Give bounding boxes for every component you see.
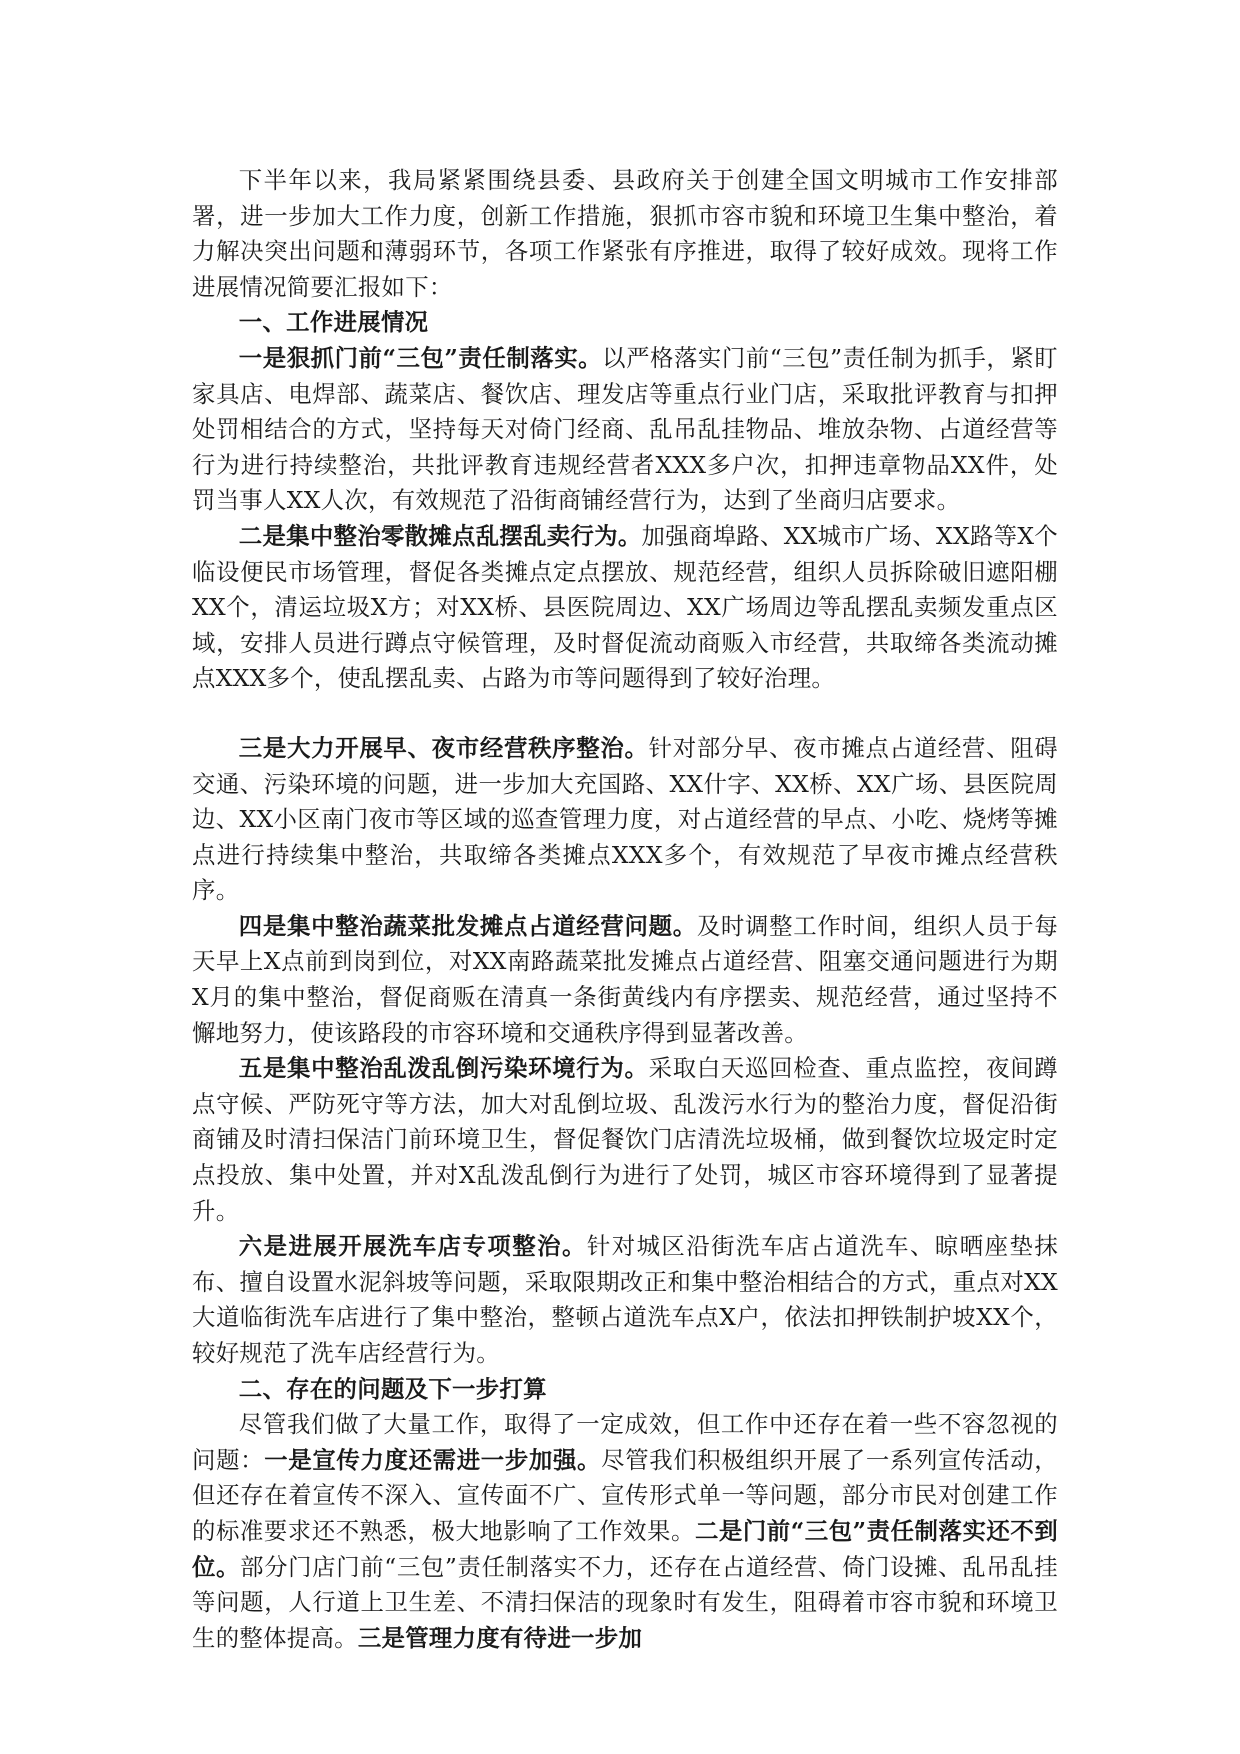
item-lead: 五是集中整治乱泼乱倒污染环境行为。: [238, 1054, 649, 1083]
intro-paragraph: [192, 163, 1058, 305]
work-item-paragraph: [192, 731, 1058, 909]
work-item-paragraph: [192, 519, 1058, 697]
heading-text: 二、存在的问题及下一步打算: [238, 1374, 547, 1403]
section-heading-progress: [192, 305, 1058, 341]
paragraph-text: 及时调整工作时间，组织人员于每天早上X点前到岗到位，对XX南路蔬菜批发摊点占道经营、阻塞交通问题进行为期X月的集中整治，督促商贩在清真一条街黄线内有序摆卖、规范经营，通过坚持不懈地努力，使该路段的市容环境和交通秩序得到显著改善。: [192, 911, 1059, 1047]
work-item-paragraph: [192, 1229, 1058, 1371]
item-lead: 一是狠抓门前“三包”责任制落实。: [238, 343, 603, 372]
problem-lead: 一是宣传力度还需进一步加强。: [264, 1445, 602, 1474]
item-lead: 二是集中整治零散摊点乱摆乱卖行为。: [238, 521, 642, 550]
work-item-paragraph: [192, 909, 1058, 1051]
work-item-paragraph: [192, 1051, 1058, 1229]
item-lead: 三是大力开展早、夜市经营秩序整治。: [238, 733, 649, 762]
problems-paragraph: [192, 1407, 1058, 1656]
paragraph-text: 尽管我们积极组织开展了一系列宣传活动，但还存在着宣传不深入、宣传面不广、宣传形式单一等问题，部分市民对创建工作的标准要求还不熟悉，极大地影响了工作效果。: [192, 1445, 1058, 1545]
problem-lead: 二是门前“三包”责任制落实还不到位。: [192, 1516, 1058, 1581]
paragraph-text: 下半年以来，我局紧紧围绕县委、县政府关于创建全国文明城市工作安排部署，进一步加大工作力度，创新工作措施，狠抓市容市貌和环境卫生集中整治，着力解决突出问题和薄弱环节，各项工作紧张有序推进，取得了较好成效。现将工作进展情况简要汇报如下：: [192, 166, 1058, 301]
paragraph-text: 以严格落实门前“三包”责任制为抓手，紧盯家具店、电焊部、蔬菜店、餐饮店、理发店等重点行业门店，采取批评教育与扣押处罚相结合的方式，坚持每天对倚门经商、乱吊乱挂物品、堆放杂物、占道经营等行为进行持续整治，共批评教育违规经营者XXX多户次，扣押违章物品XX件，处罚当事人XX人次，有效规范了沿街商铺经营行为，达到了坐商归店要求。: [192, 343, 1058, 515]
work-item-paragraph: [192, 341, 1058, 519]
section-heading-problems: [192, 1372, 1058, 1408]
paragraph-text: 针对部分早、夜市摊点占道经营、阻碍交通、污染环境的问题，进一步加大充国路、XX什字、XX桥、XX广场、县医院周边、XX小区南门夜市等区域的巡查管理力度，对占道经营的早点、小吃、烧烤等摊点进行持续集中整治，共取缔各类摊点XXX多个，有效规范了早夜市摊点经营秩序。: [192, 733, 1058, 905]
document-page: [192, 163, 1058, 1656]
paragraph-text: 加强商埠路、XX城市广场、XX路等X个临设便民市场管理，督促各类摊点定点摆放、规范经营，组织人员拆除破旧遮阳棚XX个，清运垃圾X方；对XX桥、县医院周边、XX广场周边等乱摆乱卖频发重点区域，安排人员进行蹲点守候管理，及时督促流动商贩入市经营，共取缔各类流动摊点XXX多个，使乱摆乱卖、占路为市等问题得到了较好治理。: [192, 521, 1058, 693]
paragraph-text: 针对城区沿街洗车店占道洗车、晾晒座垫抹布、擅自设置水泥斜坡等问题，采取限期改正和集中整治相结合的方式，重点对XX大道临街洗车店进行了集中整治，整顿占道洗车点X户，依法扣押铁制护坡XX个，较好规范了洗车店经营行为。: [192, 1232, 1059, 1367]
heading-text: 一、工作进展情况: [238, 308, 429, 337]
item-lead: 六是进展开展洗车店专项整治。: [238, 1232, 587, 1261]
item-lead: 四是集中整治蔬菜批发摊点占道经营问题。: [238, 911, 697, 940]
paragraph-text: 尽管我们做了大量工作，取得了一定成效，但工作中还存在着一些不容忽视的问题：: [192, 1410, 1058, 1474]
paragraph-text: 采取白天巡回检查、重点监控，夜间蹲点守候、严防死守等方法，加大对乱倒垃圾、乱泼污水行为的整治力度，督促沿街商铺及时清扫保洁门前环境卫生，督促餐饮门店清洗垃圾桶，做到餐饮垃圾定时定点投放、集中处置，并对X乱泼乱倒行为进行了处罚，城区市容环境得到了显著提升。: [192, 1054, 1058, 1225]
paragraph-text: 部分门店门前“三包”责任制落实不力，还存在占道经营、倚门设摊、乱吊乱挂等问题，人行道上卫生差、不清扫保洁的现象时有发生，阻碍着市容市貌和环境卫生的整体提高。: [192, 1552, 1058, 1652]
problem-lead: 三是管理力度有待进一步加: [357, 1623, 643, 1652]
